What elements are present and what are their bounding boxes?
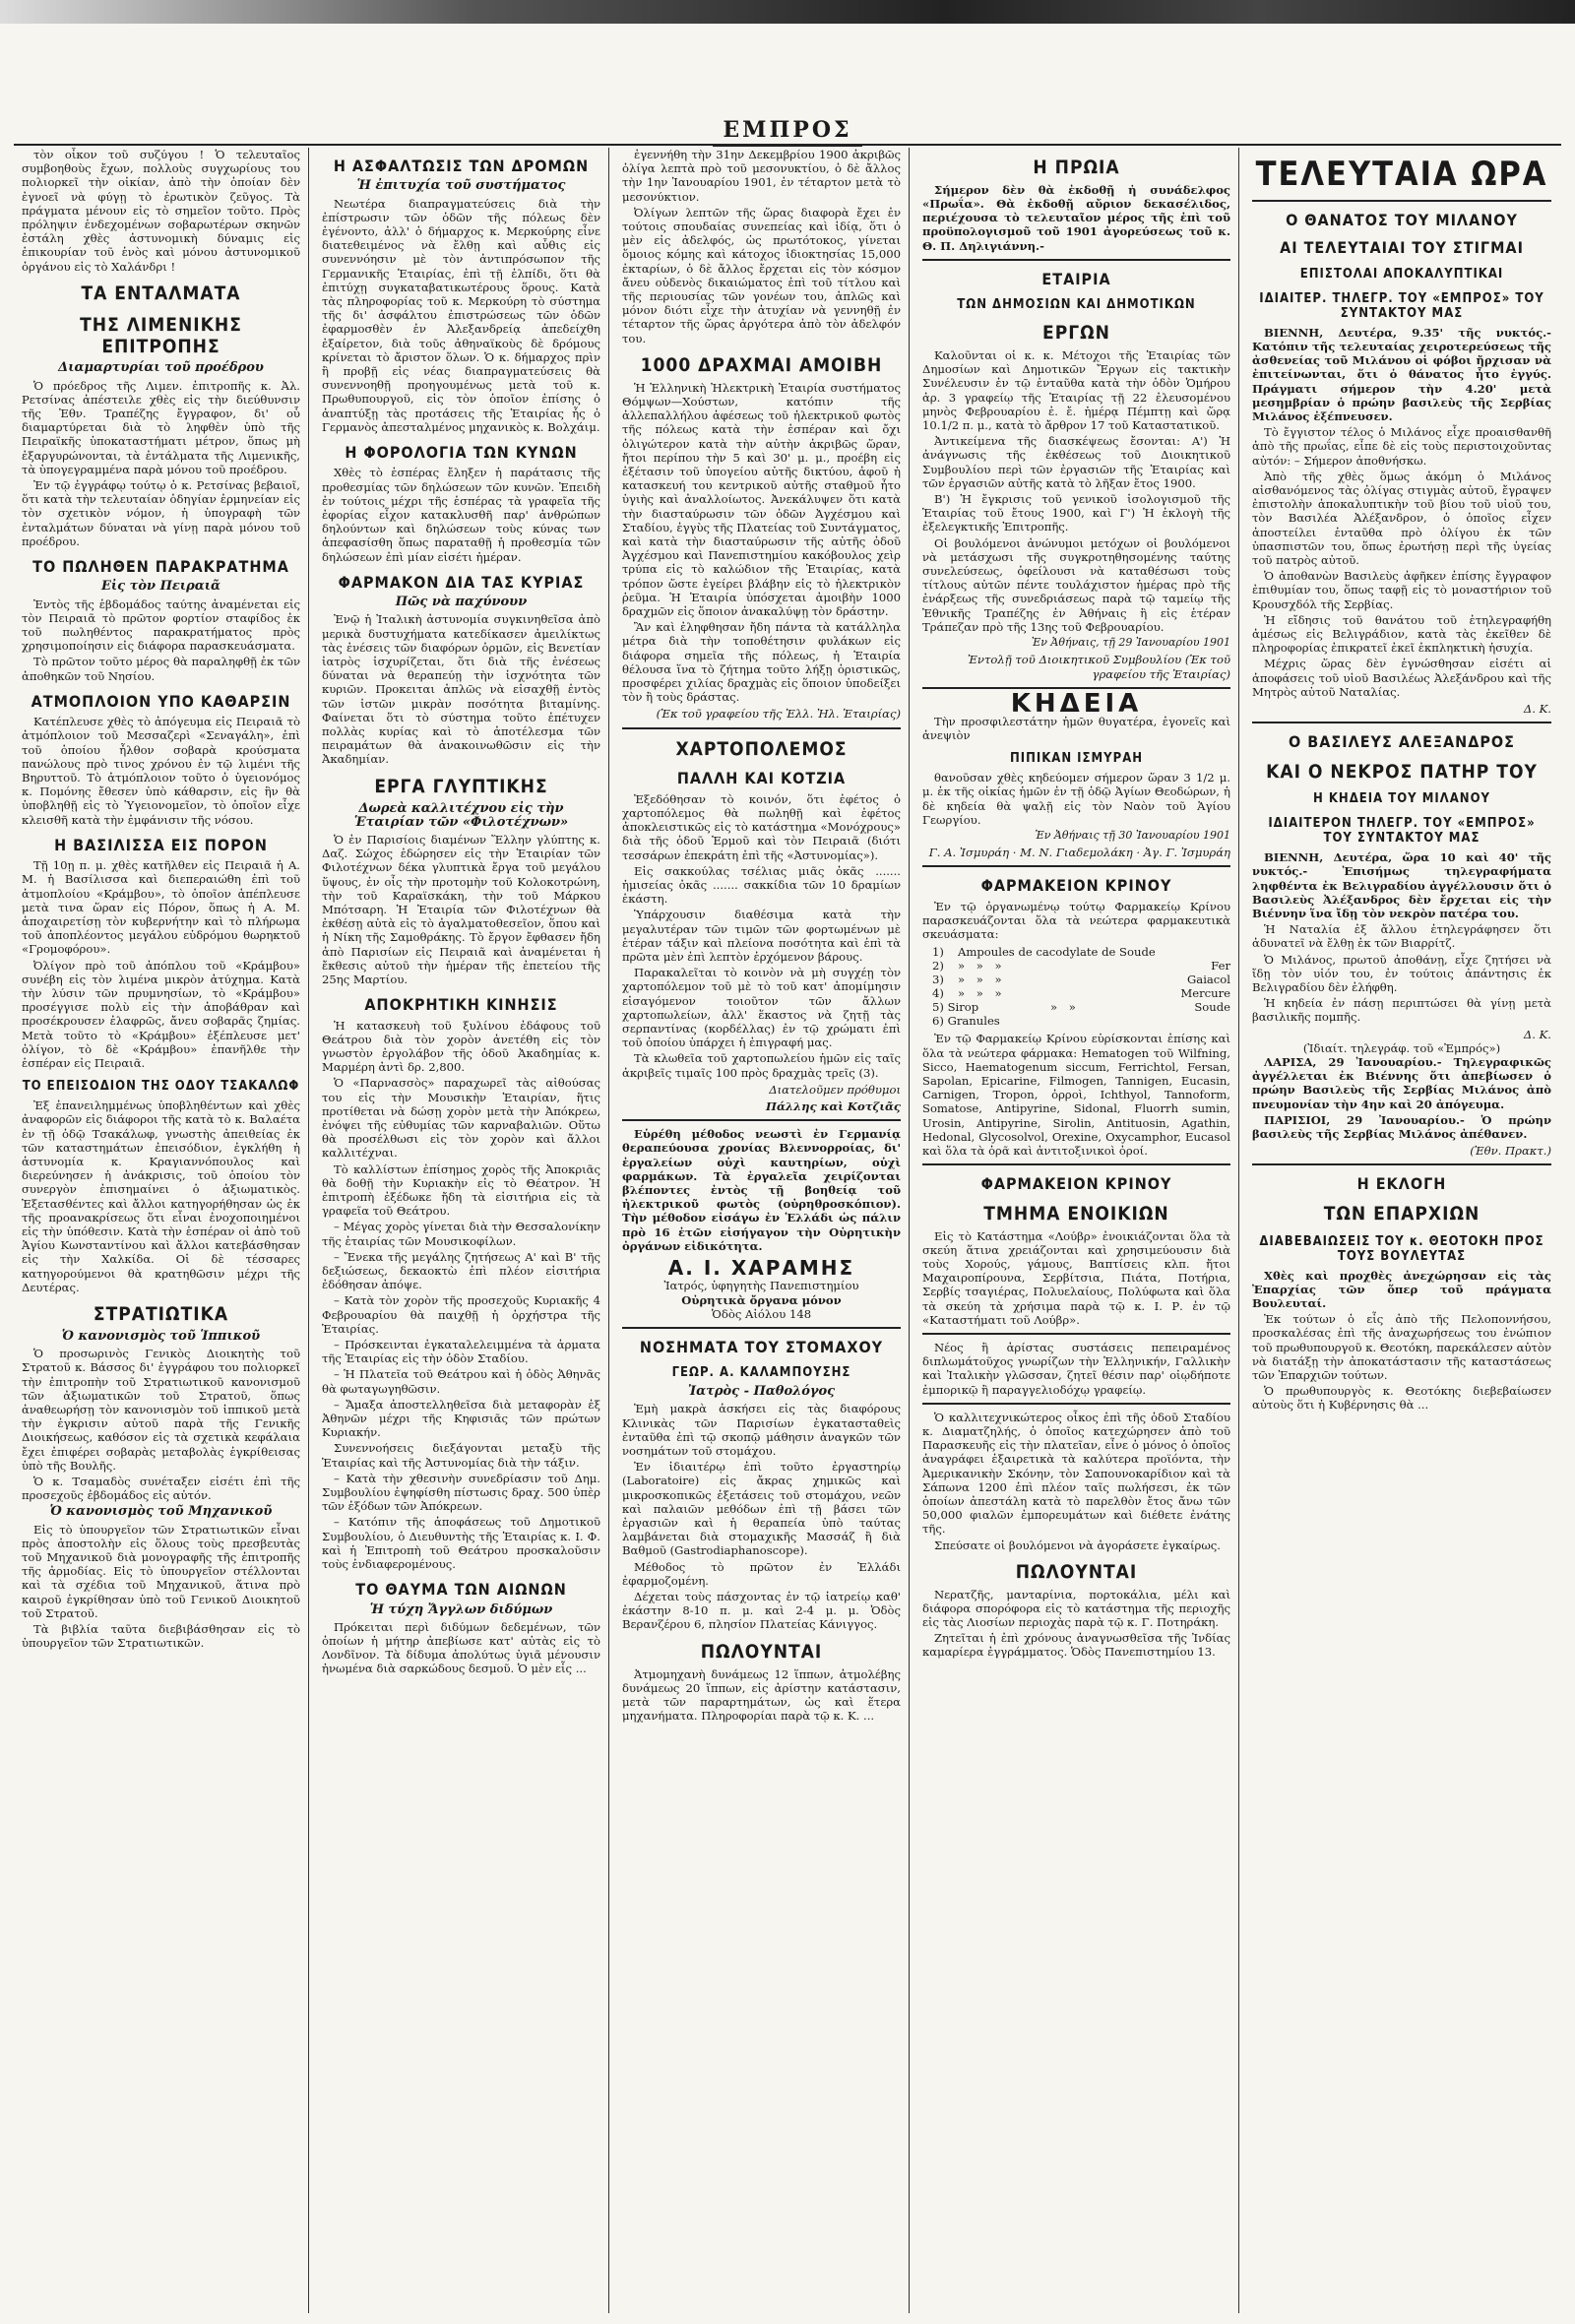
headline: Η ΦΟΡΟΛΟΓΙΑ ΤΩΝ ΚΥΝΩΝ [345, 443, 578, 463]
article-text: Ἡ κατασκευὴ τοῦ ξυλίνου ἐδάφους τοῦ Θεάτρου διὰ τὸν χορὸν ἀνετέθη εἰς τὸν γνωστὸν ἐργολάβον τῆς ὁδοῦ Ἀκαδημίας κ. Μαρμέρη ἀντὶ δρ. 2,800. [322, 1018, 600, 1075]
headline: ΠΩΛΟΥΝΤΑΙ [700, 1640, 823, 1663]
headline: Η ΕΚΛΟΓΗ [1356, 1174, 1447, 1194]
columns [14, 148, 1561, 2313]
article-text: Οἱ βουλόμενοι ἀνώνυμοι μετόχων οἱ βουλόμενοι νὰ μετάσχωσι τῆς συγκροτηθησομένης ταύτης συνελεύσεως, ὀφείλουσι νὰ καταθέσωσι τοὺς τίτλους αὐτῶν πέντε τουλάχιστον ἡμέρας πρὸ τῆς ἐνάρξεως τῆς συνεδριάσεως παρὰ τῷ ταμείῳ τῆς Ἐθνικῆς Τραπέζης ἐν Ἀθήναις ἢ εἰς ἑτέραν Τράπεζαν πρὸ τῆς 13ης τοῦ Φεβρουαρίου. [922, 535, 1230, 634]
subheadline: Ἰατρὸς - Παθολόγος [687, 1384, 836, 1400]
headline: ΤΩΝ ΔΗΜΟΣΙΩΝ ΚΑΙ ΔΗΜΟΤΙΚΩΝ [957, 297, 1196, 313]
divider [622, 1327, 901, 1329]
divider [922, 1403, 1230, 1405]
article-text: ΒΙΕΝΝΗ, Δευτέρα, 9.35' τῆς νυκτός.- Κατόπιν τῆς τελευταίας χειροτερεύσεως τῆς ἀσθενείας τοῦ Μιλάνου οἱ φόβοι ἤρχισαν νὰ ἐπιτείνωνται, ὅτι ὁ θάνατος ἦτο ἐγγύς. Πράγματι σήμερον τὴν 4.20' μετὰ μεσημβρίαν ὁ πρώην βασιλεὺς τῆς Σερβίας Μιλάνος ἐξέπνευσεν. [1252, 325, 1551, 423]
signature: Γ. Α. Ἰσμυράη · Μ. Ν. Γιαδεμολάκη · Ἀγ. Γ. Ἰσμυράη [928, 846, 1230, 860]
top-dark-strip [0, 0, 1575, 24]
article-text: Νερατζῆς, μανταρίνια, πορτοκάλια, μέλι καὶ διάφορα σπορόφορα εἰς τὸ κατάστημα τῆς περιοχῆς εἰς τὰς Λιοσίων περιοχὰς παρὰ τῷ κ. Γ. Ποτηράκη. [922, 1587, 1230, 1630]
column-2 [314, 148, 609, 2313]
signature: Πάλλης καὶ Κοτζιᾶς [766, 1099, 901, 1114]
article-text: Τῇ 10ῃ π. μ. χθὲς κατῆλθεν εἰς Πειραιᾶ ἡ Α. Μ. ἡ Βασίλισσα καὶ διεπεραιώθη ἐπὶ τοῦ ἀτμοπλοίου «Κράμβου», τὸ ὁποῖον ἀπέπλευσε μετὰ τινα ὥραν εἰς Πόρον, ὅπως ἡ Α. Μ. ἀποχαιρετίσῃ τὸν κυβερνήτην καὶ τὸ πλήρωμα τοῦ ἀποπλέοντος μεγάλου εὐδρόμου θωρηκτοῦ «Γρομοφόρου». [22, 858, 300, 957]
masthead-title: ΕΜΠΡΟΣ [713, 116, 861, 147]
article-text: – Κατόπιν τῆς ἀποφάσεως τοῦ Δημοτικοῦ Συμβουλίου, ὁ Διευθυντὴς τῆς Ἑταιρίας κ. Ι. Φ. καὶ ἡ Ἐπιτροπὴ τοῦ Θεάτρου προσκαλοῦσιν τοὺς ἐνδιαφερομένους. [322, 1515, 600, 1572]
article-text: Ἐνῷ ἡ Ἰταλικὴ ἀστυνομία συγκινηθεῖσα ἀπὸ μερικὰ δυστυχήματα κατεδίκασεν ἀμειλίκτως τὰς ἐνέσεις τῶν διαφόρων ὁρμῶν, εἰς Βενετίαν ἰατρὸς ἰσχυρίζεται, ὅτι διὰ τῆς ἐνέσεως δύναται νὰ θεραπεύῃ τὴν ἰσχνότητα τῶν κυριῶν. Προκειται ἁπλῶς νὰ εἰσαχθῇ ἐντὸς τῶν ἱστῶν μικρὰν ποσότητα βιταμίνης. Φαίνεται ὅτι τὸ σύστημα τοῦτο ἐπέτυχεν πολλὰς κυρίας καὶ τὸ ἀποτέλεσμα τῶν πειραμάτων θὰ ἀνακοινωθῶσιν εἰς τὴν Ἀκαδημίαν. [322, 612, 600, 767]
product-list [932, 945, 1230, 1028]
list-item: 3) » » » Gaiacol [932, 973, 1230, 987]
dateline: Ἐν Ἀθήναις τῇ 30 Ἰανουαρίου 1901 [1035, 829, 1230, 843]
article-text: Πρόκειται περὶ διδύμων δεδεμένων, τῶν ὁποίων ἡ μήτηρ ἀπεβίωσε κατ' αὐτὰς εἰς τὸ Λονδῖνον. Τὰ δίδυμα ἀπολύτως ὑγιᾶ μένουσιν ἡνωμένα διὰ σαρκώδους δεσμοῦ. Ὁ μὲν εἷς ... [322, 1619, 600, 1676]
headline: ΤΟ ΠΩΛΗΘΕΝ ΠΑΡΑΚΡΑΤΗΜΑ [32, 557, 289, 576]
signature: Διατελοῦμεν πρόθυμοι [769, 1082, 901, 1097]
article-text: – Ἡ Πλατεῖα τοῦ Θεάτρου καὶ ἡ ὁδὸς Ἀθηνᾶς θὰ φωταγωγηθῶσιν. [322, 1367, 600, 1396]
headline: ΧΑΡΤΟΠΟΛΕΜΟΣ [675, 737, 848, 760]
list-item: 1) Ampoules de cacodylate de Soude [932, 945, 1156, 960]
divider [1252, 722, 1551, 723]
headline: ΝΟΣΗΜΑΤΑ ΤΟΥ ΣΤΟΜΑΧΟΥ [639, 1337, 884, 1356]
headline: ΑΠΟΚΡΗΤΙΚΗ ΚΙΝΗΣΙΣ [364, 995, 558, 1015]
article-text: Ἐντὸς τῆς ἑβδομάδος ταύτης ἀναμένεται εἰς τὸν Πειραιᾶ τὸ πρῶτον φορτίον σταφίδος ἐκ τοῦ πωληθέντος παρακρατήματος πρὸς χρησιμοποίησιν εἰς διάφορα παρασκευάσματα. [22, 597, 300, 654]
article-text: Μέχρις ὥρας δὲν ἐγνώσθησαν εἰσέτι αἱ ἀποφάσεις τοῦ υἱοῦ Βασιλέως Ἀλεξάνδρου καὶ τῆς Μητρὸς αὐτοῦ Ναταλίας. [1252, 657, 1551, 699]
article-text: ΒΙΕΝΝΗ, Δευτέρα, ὥρα 10 καὶ 40' τῆς νυκτός.- Ἐπισήμως τηλεγραφήματα ληφθέντα ἐκ Βελιγραδίου ἀγγέλλουσιν ὅτι ὁ Βασιλεὺς Ἀλέξανδρος δὲν ἔρχεται εἰς τὴν Βιέννην ἵνα ἴδῃ τὸν νεκρὸν πατέρα του. [1252, 850, 1551, 921]
article-text: Μέθοδος τὸ πρῶτον ἐν Ἑλλάδι ἐφαρμοζομένη. [622, 1559, 901, 1588]
divider [1252, 200, 1551, 202]
headline: ΦΑΡΜΑΚΕΙΟΝ ΚΡΙΝΟΥ [980, 1174, 1172, 1194]
article-text: – Κατὰ τὸν χορὸν τῆς προσεχοῦς Κυριακῆς 4 Φεβρουαρίου θὰ παιχθῇ ἡ ὁρχήστρα τῆς Ἑταιρίας. [322, 1293, 600, 1336]
column-4 [914, 148, 1239, 2313]
advertisement-text: Εὑρέθη μέθοδος νεωστὶ ἐν Γερμανίᾳ θεραπεύουσα χρονίας Βλεννορροίας, δι' ἐργαλείων οὐχὶ καυτηρίων, οὐχὶ φαρμάκων. Τὰ ἐργαλεῖα χειρίζονται βλέποντες ἐντὸς τῇ βοηθείᾳ τοῦ ἠλεκτρικοῦ φωτὸς (οὐρηθροσκόπιον). Τὴν μέθοδον εἰσάγω ἐν Ἑλλάδι ὡς πάλιν πρὸ 16 ἐτῶν εἰσήγαγον τὴν Οὐρητικὴν ὀργάνων εἰδικότητα. [622, 1127, 901, 1253]
signature: Δ. Κ. [1523, 1027, 1551, 1041]
article-text: Εἰς σακκούλας τσέλιας μιᾶς ὀκᾶς ....... ἡμισείας ὀκᾶς ....... σακκίδια τῶν 10 δραμίων ἑκάστη. [622, 863, 901, 907]
article-text: Σήμερον δὲν θὰ ἐκδοθῇ ἡ συνάδελφος «Πρωΐα». Θὰ ἐκδοθῇ αὔριον δεκασέλιδος, περιέχουσα τὸ τελευταῖον μέρος τῆς ἐπὶ τοῦ προϋπολογισμοῦ τοῦ 1901 ἀγορεύσεως τοῦ κ. Θ. Π. Δηλιγιάννη.- [922, 182, 1230, 253]
signature: (Ἐθν. Πρακτ.) [1470, 1144, 1551, 1159]
dateline: Ἐν Ἀθήναις, τῇ 29 Ἰανουαρίου 1901 [1031, 636, 1230, 650]
article-text: Ὁ κ. Τσαμαδὸς συνέταξεν εἰσέτι ἐπὶ τῆς προσεχοῦς ἐβδομάδος εἰς αὐτόν. [22, 1474, 300, 1503]
signature: Ἐντολῇ τοῦ Διοικητικοῦ Συμβουλίου (Ἐκ τοῦ γραφείου τῆς Ἑταιρίας) [968, 653, 1230, 681]
subheadline: Ὁ κανονισμὸς τοῦ Μηχανικοῦ [49, 1504, 273, 1520]
article-text: Ἐξ ἐπανειλημμένως ὑποβληθέντων καὶ χθὲς ἀναφορῶν εἰς διάφοροι τῆς κατὰ τὸ κ. Βαλαέτα ἐν τῇ ὁδῷ Τσακάλωφ, γνωστὴς ἀπειθείας ἐκ τῶν καταστημάτων ἐπεισόδιον, ἐγκλήθη ἡ ἀστυνομία κ. Κραγιαννόπουλος καὶ διερεύνησεν ἡ ἀνάκρισις, τοῦ ὁποίου τὸν συνεργὸν ἐπισημαίνει ὁ ἀξιωματικὸς. Ἐξετασθέντες καὶ ἄλλοι κατηγορήθησαν ὡς ἐκ τῆς προανακρίσεως ὅτι εἶναι ἐνοχοποιημένοι εἰς τὴν ὑπόθεσιν. Κατὰ τὴν ἑσπέραν οἱ ἀπὸ τοῦ Ἁγίου Κωνσταντίνου καὶ ἄλλοι κατεβάσθησαν εἰς τὴν Χαλκίδα. Οἱ δὲ τέσσαρες κατηγορούμενοι θὰ κρατηθῶσιν μέχρι τῆς Δευτέρας. [22, 1099, 300, 1294]
headline: ΕΤΑΙΡΙΑ [1041, 269, 1111, 288]
headline: Η ΑΣΦΑΛΤΩΣΙΣ ΤΩΝ ΔΡΟΜΩΝ [333, 157, 590, 175]
headline: ΑΤΜΟΠΛΟΙΟΝ ΥΠΟ ΚΑΘΑΡΣΙΝ [31, 691, 291, 711]
headline: Η ΠΡΩΙΑ [1033, 157, 1120, 178]
article-text: Ὁ προσωρινὸς Γενικὸς Διοικητὴς τοῦ Στρατοῦ κ. Βάσσος δι' ἐγγράφου του πολιορκεῖ τὴν ἐπιτροπὴν τοῦ Στρατιωτικοῦ κανονισμοῦ τῶν ἀξιωματικῶν τοῦ Στρατοῦ, ὅπως ἀναθεωρήσῃ τὸν κανονισμὸν τοῦ ἱππικοῦ μετὰ τὴν ἐγκρισιν αὐτοῦ παρὰ τῆς Γενικῆς Διοικήσεως, καθόσον εἰς τὰ σχετικὰ κεφάλαια ἔχει ἐπιφέρει σοβαρὰς μεταβολὰς ἐγκρίθεισας ὑπὸ τῆς Βουλῆς. [22, 1347, 300, 1473]
column-5 [1244, 148, 1559, 2313]
article-text: Ἡ εἴδησις τοῦ θανάτου τοῦ ἐτηλεγραφήθη ἀμέσως εἰς Βελιγράδιον, κατὰ τὰς ἐκεῖθεν δὲ πληροφορίας ἐπικρατεῖ ἐκεῖ ἐκπληκτικὴ ἡσυχία. [1252, 612, 1551, 656]
article-text: Ἡ κηδεία ἐν πάσῃ περιπτώσει θὰ γίνῃ μετὰ βασιλικῆς πομπῆς. [1252, 996, 1551, 1025]
article-text: θανοῦσαν χθὲς κηδεύομεν σήμερον ὥραν 3 1/2 μ. μ. ἐκ τῆς οἰκίας ἡμῶν ἐν τῇ ὁδῷ Ἀγίων Θεοδώρων, ἡ δὲ κηδεία θὰ ψαλῇ εἰς τὸν Ναὸν τοῦ Ἁγίου Γεωργίου. [922, 771, 1230, 827]
article-text: Ἀντικείμενα τῆς διασκέψεως ἔσονται: Α') Ἡ ἀνάγνωσις τῆς ἐκθέσεως τοῦ Διοικητικοῦ Συμβουλίου περὶ τῶν ἐργασιῶν τῆς Ἑταιρίας καὶ τῶν ἐργασιῶν αὐτῆς κατὰ τὸ λῆξαν ἔτος 1900. [922, 434, 1230, 490]
article-text: Ὀλίγον πρὸ τοῦ ἀπόπλου τοῦ «Κράμβου» συνέβη εἰς τὸν λιμένα μικρὸν ἀτύχημα. Κατὰ τὴν λύσιν τῶν πρυμνησίων, τὸ «Κράμβου» προσέγγισε πολὺ εἰς τὴν ἀποβάθραν καὶ προσέκρουσεν ἐλαφρῶς, ἄνευ σοβαρᾶς ζημίας. Μετὰ τοῦτο τὸ «Κράμβου» ἐξέπλευσε μετ' ὀλίγον, τὸ δὲ «Κράμβου» ἐπανῆλθε τὴν ἑσπέραν εἰς Πειραιᾶ. [22, 958, 300, 1071]
headline: ΤΩΝ ΕΠΑΡΧΙΩΝ [1323, 1202, 1480, 1225]
article-text: Ἀτμομηχανὴ δυνάμεως 12 ἵππων, ἀτμολέβης δυνάμεως 20 ἵππων, εἰς ἀρίστην κατάστασιν, μετὰ τῶν παραρτημάτων, ὡς καὶ ἕτερα μηχανήματα. Πληροφορίαι παρὰ τῷ κ. Κ. ... [622, 1666, 901, 1724]
divider [922, 865, 1230, 867]
article-text: Ἐν ἰδιαιτέρῳ ἐπὶ τοῦτο ἐργαστηρίῳ (Laboratoire) εἰς ἄκρας χημικῶς καὶ μικροσκοπικῶς ἐξετάσεις τοῦ στομάχου, νεῶν καὶ παλαιῶν μεθόδων ἐπὶ τῇ βάσει τῶν ἐργασιῶν καὶ ἡ θεραπεία ὑπὸ ταύτας λαμβάνεται διὰ στομαχικῆς Μασσάζ ἢ διὰ Βαθμοῦ (Gastrodiaphanoscope). [622, 1460, 901, 1558]
headline: ΤΕΛΕΥΤΑΙΑ ΩΡΑ [1255, 155, 1548, 194]
article-text: Ὁ πρόεδρος τῆς Λιμεν. ἐπιτροπῆς κ. Ἀλ. Ρετσίνας ἀπέστειλε χθὲς εἰς τὴν διεύθυνσιν τῆς Ἐθν. Τραπέζης ἔγγραφον, δι' οὗ διαμαρτύρεται διὰ τὸ ληφθὲν ὑπὸ τῆς Πειραϊκῆς ὑποκαταστήματι μέτρον, ὅπως μὴ ἐξαργυρώνονται, τὰ ἐντάλματα τῆς Λιμενικῆς, τὰ ὑπογεγραμμένα παρὰ μόνου τοῦ προέδρου. [22, 378, 300, 476]
headline: Ο ΘΑΝΑΤΟΣ ΤΟΥ ΜΙΛΑΝΟΥ [1286, 211, 1518, 230]
ad-specialty: Οὐρητικὰ ὄργανα μόνον [681, 1292, 842, 1307]
headline: ΔΙΑΒΕΒΑΙΩΣΕΙΣ ΤΟΥ κ. ΘΕΟΤΟΚΗ ΠΡΟΣ ΤΟΥΣ ΒΟΥΛΕΥΤΑΣ [1259, 1233, 1544, 1264]
article-text: Ὁ καλλιτεχνικώτερος οἶκος ἐπὶ τῆς ὁδοῦ Σταδίου κ. Διαματζηλής, ὁ ὁποῖος κατεχώρησεν ἀπὸ τοῦ Παρασκευῆς εἰς τὴν πλατεῖαν, εἶνε ὁ μόνος ὁ ὁποῖος ἀναγράφει ἐξαιρετικὰ τὰ καλύτερα προϊόντα, τὴν Ἀμερικανικὴν Σκόνην, τὸν Σαπουνοκαρίδιον καὶ τὰ Σάπωνα 1200 ἐπὶ πλέον ταῖς πωλήσεσι, ἐκ τῶν ὁποίων ἀπεστάλη κατὰ τὸ παρελθὸν ἔτος ἄνω τῶν 50,000 φιαλῶν ἐμπορευμάτων καὶ διέθετε ἐνάτης τῆς. [922, 1410, 1230, 1537]
divider [922, 259, 1230, 261]
headline: ΚΑΙ Ο ΝΕΚΡΟΣ ΠΑΤΗΡ ΤΟΥ [1266, 760, 1538, 783]
headline: ΙΔΙΑΙΤΕΡ. ΤΗΛΕΓΡ. ΤΟΥ «ΕΜΠΡΟΣ» ΤΟΥ ΣΥΝΤΑΚΤΟΥ ΜΑΣ [1259, 290, 1544, 321]
article-text: Καλοῦνται οἱ κ. κ. Μέτοχοι τῆς Ἑταιρίας τῶν Δημοσίων καὶ Δημοτικῶν Ἔργων εἰς τακτικὴν Συνέλευσιν ἐν τῷ ἐνταῦθα κατὰ τὴν ὁδὸν Ὁμήρου ἀρ. 3 γραφείῳ τῆς Ἑταιρίας τῇ 22 ἐλευσομένου μηνὸς Φεβρουαρίου ἐ. ἔ. ἡμέρᾳ Πέμπτῃ καὶ ὥρᾳ 10.1/2 π. μ., κατὰ τὸ ἄρθρον 17 τοῦ Καταστατικοῦ. [922, 348, 1230, 433]
headline: ΤΗΣ ΛΙΜΕΝΙΚΗΣ ΕΠΙΤΡΟΠΗΣ [80, 313, 242, 357]
divider [622, 727, 901, 729]
article-text: Νέος ἢ ἀρίστας συστάσεις πεπειραμένος διπλωμάτοῦχος γνωρίζων τὴν Ἑλληνικήν, Γαλλικὴν καὶ Ἰταλικὴν γλῶσσαν, ζητεῖ θέσιν παρ' οἱῳδήποτε ἐμπορικῷ ἢ παραγγελιοδόχῳ γραφείῳ. [922, 1340, 1230, 1397]
headline: ΤΑ ΕΝΤΑΛΜΑΤΑ [81, 282, 241, 304]
subheadline: Ἡ τύχη Ἄγγλων διδύμων [369, 1602, 553, 1617]
article-text: Νεωτέρα διαπραγματεύσεις διὰ τὴν ἐπίστρωσιν τῶν ὁδῶν τῆς πόλεως δὲν ἐγένοντο, ἀλλ' ὁ δήμαρχος κ. Μερκούρης εἶνε διατεθειμένος νὰ ἔλθῃ καὶ αὖθις εἰς συνεννόησιν μὲ τὸν ἀντιπρόσωπον τῆς Γερμανικῆς Ἑταιρίας, ἐπὶ τῇ ἐλπίδι, ὅτι θὰ ἐπιτύχῃ συγκαταβατικωτέρους ὅρους. Κατὰ τὰς πληροφορίας τοῦ κ. Μερκούρη τὸ σύστημα τῆς δι' ἀσφάλτου ἐπιστρώσεως τῶν ὁδῶν ἐφαρμοσθὲν ἐν Ἀλεξανδρείᾳ ἀπεδείχθη ἐξαίρετον, διὰ τοῦς ἀθηναϊκοὺς δὲ δρόμους κρίνεται τὸ ἄριστον ὅλων. Ὁ κ. δήμαρχος πρὶν ἢ προβῇ εἰς νέας διαπραγματεύσεις θὰ συνεννοηθῇ προηγουμένως μετὰ τοῦ κ. Πρωθυπουργοῦ, εἰς τὸν ὁποῖον ἐπίσης ὁ ἀναπτύξῃ τὰς προτάσεις τῆς Ἑταιρίας ἧς ὁ Γερμανὸς ἀπεσταλμένος μηχανικὸς κ. Βολχάιμ. [322, 196, 600, 434]
divider [622, 1119, 901, 1121]
headline: ΕΡΓΩΝ [1042, 322, 1110, 345]
column-3 [614, 148, 910, 2313]
divider [922, 1333, 1230, 1335]
article-text: Ὁ ἐν Παρισίοις διαμένων Ἕλλην γλύπτης κ. Δαζ. Σώχος ἐδώρησεν εἰς τὴν Ἑταιρίαν τῶν Φιλοτέχνων δέκα γλυπτικὰ ἔργα τοῦ μεγάλου ὕψους, ἐν οἷς τὴν προτομὴν τοῦ Κολοκοτρώνη, τὴν τοῦ Καραϊσκάκη, τὴν τοῦ Μάρκου Μπότσαρη. Ἡ Ἑταιρία τῶν Φιλοτέχνων θὰ ἐκθέσῃ αὐτὰ εἰς τὸ ἀγαλματοθεσεῖον, ὅπου καὶ ἡ Νίκη τῆς Σαμοθράκης. Τὸ ἔργον ἔφθασεν ἤδη ἀπὸ Παρισίων εἰς Πειραιᾶ καὶ ἀναμένεται ἡ ἔκθεσις αὐτοῦ τὴν ἡμέραν τῆς ἐπετείου τῆς 25ης Μαρτίου. [322, 832, 600, 986]
article-text: Ἐξεδόθησαν τὸ κοινόν, ὅτι ἐφέτος ὁ χαρτοπόλεμος θὰ πωληθῇ καὶ ἐφέτος ἀποκλειστικῶς εἰς τὸ κατάστημα «Μονόχρους» διὰ τῆς ὁδοῦ Ἑρμοῦ καὶ τὸν Πειραιᾶ (διότι τεσσάρων ἐπεκράτη ἐπὶ τῆς «Ἀστυνομίας»). [622, 791, 901, 862]
article-text: Ἐμὴ μακρὰ ἀσκήσει εἰς τὰς διαφόρους Κλινικὰς τῶν Παρισίων ἐγκατασταθεὶς ἐνταῦθα ἐπὶ τῷ σκοπῷ μάθησιν ἀναγκῶν τῶν νοσημάτων τοῦ στομάχου. [622, 1402, 901, 1459]
headline: ΕΠΙΣΤΟΛΑΙ ΑΠΟΚΑΛΥΠΤΙΚΑΙ [1299, 266, 1504, 282]
headline: ΤΟ ΕΠΕΙΣΟΔΙΟΝ ΤΗΣ ΟΔΟΥ ΤΣΑΚΑΛΩΦ [22, 1079, 300, 1095]
article-text: Εἰς τὸ ὑπουργεῖον τῶν Στρατιωτικῶν εἶναι πρὸς ἀποστολὴν εἰς ὅλους τοὺς πρεσβευτὰς τοῦ Μηχανικοῦ διὰ μονογραφῆς τῆς ἐπιτροπῆς τῆς ἀρμοδίας. Εἰς τὸ ὑπουργεῖον στέλλονται καὶ τὰ σχέδια τοῦ Μηχανικοῦ, ἅτινα πρὸ καιροῦ ἐγκρίθησαν ὑπὸ τοῦ Γενικοῦ Διοικητοῦ τοῦ Στρατοῦ. [22, 1522, 300, 1620]
dateline: (Ἰδιαίτ. τηλεγράφ. τοῦ «Ἐμπρός») [1302, 1040, 1501, 1055]
ad-subtitle: Ἰατρός, ὑφηγητὴς Πανεπιστημίου [663, 1279, 859, 1293]
article-text: Ὁ «Παρνασσὸς» παραχωρεῖ τὰς αἰθούσας του εἰς τὴν Μουσικὴν Ἑταιρίαν, ἥτις προτίθεται νὰ δώσῃ χορὸν μετὰ τὴν Ἀπόκρεω, ἐνόψει τῆς εὐθυμίας τῶν καρναβαλιῶν. Οὕτω θὰ προσέλθωσι εἰς τὸν χορὸν καὶ ἄλλοι καλλιτέχναι. [322, 1076, 600, 1161]
article-text: Ὑπάρχουσιν διαθέσιμα κατὰ τὴν μεγαλυτέραν τῶν τιμῶν τῶν φορτωμένων μὲ ἑτέραν τάξιν καὶ πλείονα ποσότητα καὶ ἐπὶ τὰ πρῶτα μὲν ἐπὶ λεπτὸν ἐρχόμενον βάρους. [622, 908, 901, 965]
subheadline: Διαμαρτυρίαι τοῦ προέδρου [58, 360, 264, 376]
masthead-row [14, 116, 1561, 146]
article-text: Δέχεται τοὺς πάσχοντας ἐν τῷ ἰατρείῳ καθ' ἑκάστην 8-10 π. μ. καὶ 2-4 μ. μ. Ὁδὸς Βερανζέρου 6, πλησίον Πλατείας Κάνιγγος. [622, 1590, 901, 1632]
headline: ΠΑΛΛΗ ΚΑΙ ΚΟΤΖΙΑ [676, 769, 847, 788]
divider [1252, 1163, 1551, 1165]
article-text: Ἐν τῷ ἐγγράφῳ τούτῳ ὁ κ. Ρετσίνας βεβαιοῖ, ὅτι κατὰ τὴν τελευταίαν ὁδηγίαν ἑρμηνείαν εἰς τὸν σχετικὸν νόμον, ἡ ὑπογραφὴ τῶν ἐνταλμάτων δύναται νὰ γίνῃ παρὰ μόνου τοῦ προέδρου. [22, 477, 300, 548]
article-text: Σπεύσατε οἱ βουλόμενοι νὰ ἀγοράσετε ἐγκαίρως. [934, 1538, 1221, 1552]
headline: Η ΒΑΣΙΛΙΣΣΑ ΕΙΣ ΠΟΡΟΝ [54, 835, 268, 854]
headline: ΚΗΔΕΙΑ [1010, 688, 1143, 719]
subheadline: Ὁ κανονισμὸς τοῦ Ἱππικοῦ [61, 1328, 261, 1344]
article-text: Ὁ πρωθυπουργὸς κ. Θεοτόκης διεβεβαίωσεν αὐτοὺς ὅτι ἡ Κυβέρνησις θὰ ... [1252, 1384, 1551, 1413]
article-text: Ὁ ἀποθανὼν Βασιλεὺς ἀφῆκεν ἐπίσης ἔγγραφον ἐπιθυμίαν του, ὅπως ταφῇ εἰς τὸ μοναστήριον τοῦ Κρουσχδόλ τῆς Σερβίας. [1252, 569, 1551, 611]
article-text: – Κατὰ τὴν χθεσινὴν συνεδρίασιν τοῦ Δημ. Συμβουλίου ἐψηφίσθη πίστωσις δραχ. 500 ὑπὲρ τῶν ἐξόδων τῶν Ἀπόκρεων. [322, 1471, 600, 1514]
headline: ΕΡΓΑ ΓΛΥΠΤΙΚΗΣ [374, 775, 548, 797]
article-text: ΠΑΡΙΣΙΟΙ, 29 Ἰανουαρίου.- Ὁ πρώην βασιλεὺς τῆς Σερβίας Μιλάνος ἀπέθανεν. [1252, 1112, 1551, 1142]
ad-name: Α. Ι. ΧΑΡΑΜΗΣ [667, 1256, 855, 1281]
article-text: Ἡ Ναταλία ἐξ ἄλλου ἐτηλεγράφησεν ὅτι ἀδυνατεῖ νὰ ἔλθῃ ἐκ τῶν Βιαρρίτζ. [1252, 922, 1551, 951]
article-text: Εἰς τὸ Κατάστημα «Λούβρ» ἐνοικιάζονται ὅλα τὰ σκεύη ἅτινα χρειάζονται καὶ χρησιμεύουσιν διὰ τοὺς Χορούς, γάμους, Βαπτίσεις κλπ. ἤτοι Μαχαιροπίρουνα, Σερβίτσια, Πιάτα, Ποτήρια, Σερβίς τσαγιέρας, Πολυελαίους, Πολύφωτα καὶ ὅλα τὰ σκεύη τὰ χρήσιμα παρὰ τῷ κ. Ι. Ρ. ἐν τῷ «Καταστήματι τοῦ Λούβρ». [922, 1228, 1230, 1327]
headline: ΓΕΩΡ. Α. ΚΑΛΑΜΠΟΥΣΗΣ [671, 1365, 851, 1381]
subheadline: Πῶς νὰ παχύνουν [395, 595, 528, 610]
subheadline: Δωρεὰ καλλιτέχνου εἰς τὴν Ἑταιρίαν τῶν «Φιλοτέχνων» [353, 800, 569, 830]
article-text: Ὀλίγων λεπτῶν τῆς ὥρας διαφορὰ ἔχει ἐν τούτοις σπουδαίας συνεπείας καὶ ἰδίᾳ, ὅτι ὁ μὲν εἰς ἀδελφός, ὡς πρωτότοκος, γίνεται ὅμοιος κόμης καὶ κάτοχος ἰδιοκτησίας 15,000 ἐκταρίων, ὁ δὲ ἄλλος ἔρχεται εἰς τὸν κόσμον ἄνευ οὐδενὸς δικαιώματος ἐπὶ τοῦ τίτλου καὶ τῆς περιουσίας τῶν γονέων του, ἁπλῶς καὶ μόνον διότι εἶχε τὴν ἀτυχίαν νὰ γεννηθῇ ἐν τέταρτον τῆς ὥρας ἀργότερα ἀπὸ τὸν ἀδελφόν του. [622, 205, 901, 345]
article-text: Χθὲς τὸ ἑσπέρας ἔληξεν ἡ παράτασις τῆς προθεσμίας τῶν δηλώσεων τῶν κυνῶν. Ἐπειδὴ ἐν τούτοις μέχρι τῆς ἑσπέρας τὰ γραφεῖα τῆς ἐφορίας εἶχον κατακλυσθῆ παρ' ἀνθρώπων δηλούντων καὶ δηλώσεων τοὺς κύνας των ἀπεφασίσθη ὅπως παραταθῇ ἡ προθεσμία τῶν δηλώσεων ἐπὶ μίαν εἰσέτι ἡμέραν. [322, 466, 600, 564]
headline: ΣΤΡΑΤΙΩΤΙΚΑ [93, 1303, 229, 1326]
headline: ΙΔΙΑΙΤΕΡΟΝ ΤΗΛΕΓΡ. ΤΟΥ «ΕΜΠΡΟΣ» ΤΟΥ ΣΥΝΤΑΚΤΟΥ ΜΑΣ [1268, 816, 1536, 847]
headline: ΤΜΗΜΑ ΕΝΟΙΚΙΩΝ [983, 1202, 1169, 1225]
signature: Δ. Κ. [1523, 701, 1551, 716]
divider [922, 1163, 1230, 1165]
deceased-name: ΠΙΠΙΚΑΝ ΙΣΜΥΡΑΗ [1009, 751, 1144, 767]
headline: ΤΟ ΘΑΥΜΑ ΤΩΝ ΑΙΩΝΩΝ [355, 1580, 567, 1600]
list-item: 2) » » » Fer [932, 959, 1230, 974]
article-text: – Ἔνεκα τῆς μεγάλης ζητήσεως Α' καὶ Β' τῆς δεξιώσεως, δεκαοκτὼ ἐπὶ πλέον εἰσιτήρια ἐδόθησαν ἀπόψε. [322, 1249, 600, 1292]
column-1 [14, 148, 309, 2313]
article-text: ΛΑΡΙΣΑ, 29 Ἰανουαρίου.- Τηλεγραφικῶς ἀγγέλλεται ἐκ Βιέννης ὅτι ἀπεβίωσεν ὁ πρώην Βασιλεὺς τῆς Σερβίας Μιλάνος ἀπὸ πνευμονίαν τὴν 4ην καὶ 20 ἀπόγευμα. [1252, 1055, 1551, 1111]
article-text: Τὰ βιβλία ταῦτα διεβιβάσθησαν εἰς τὸ ὑπουργεῖον τῶν Στρατιωτικῶν. [22, 1621, 300, 1651]
article-text: Ἐκ τούτων ὁ εἷς ἀπὸ τῆς Πελοποννήσου, προσκαλέσας ἐπὶ τῆς ἀναχωρήσεως του ἐνώπιον τοῦ πρωθυπουργοῦ κ. Θεοτόκη, παρεκάλεσεν αὐτὸν νὰ διατάξῃ τὴν ἀποκατάστασιν τῆς καταστάσεως τῶν Ἐπαρχιῶν τούτων. [1252, 1312, 1551, 1383]
article-text: Τὰ κλωθεῖα τοῦ χαρτοπωλείου ἡμῶν εἰς ταῖς ἀκριβεῖς τιμαῖς 100 πρὸς δραχμὰς τρεῖς (3). [622, 1051, 901, 1080]
headline: ΑΙ ΤΕΛΕΥΤΑΙΑΙ ΤΟΥ ΣΤΙΓΜΑΙ [1280, 238, 1524, 258]
article-text: ἐγεννήθη τὴν 31ην Δεκεμβρίου 1900 ἀκριβῶς ὀλίγα λεπτὰ πρὸ τοῦ μεσονυκτίου, ὁ δὲ ἄλλος τὴν 1ην Ἰανουαρίου 1901, ἐν τέταρτον μετὰ τὸ μεσονύκτιον. [622, 148, 901, 204]
article-text: – Ἄμαξα ἀποστελληθεῖσα διὰ μεταφορὰν ἐξ Ἀθηνῶν μέχρι τῆς Κηφισιᾶς τῶν πρώτων Κυριακήν. [322, 1397, 600, 1440]
article-text: τὸν οἶκον τοῦ συζύγου ! Ὁ τελευταῖος συμβοηθοὺς ἔχων, πολλοὺς συγχωρίους του πολιορκεῖ τὴν οἰκίαν, ἀπὸ τὴν ὁποίαν δὲν ἐγνοεῖ νὰ φύγῃ τὸ ἐρωτικὸν ζεῦγος. Τὰ πράγματα μένουν εἰς τὸ σημεῖον τοῦτο. Πρὸς πρόληψιν ἐνδεχομένων σοβαρωτέρων σκηνῶν ἐστάλη χθὲς ἀστυνομικὴ δύναμις εἰς ἐπικουρίαν τοῦ ἑνὸς καὶ μόνου ἀστυνομικοῦ ὀργάνου εἰς τὸ Χαλάνδρι ! [22, 148, 300, 274]
article-text: – Μέγας χορὸς γίνεται διὰ τὴν Θεσσαλονίκην τῆς ἑταιρίας τῶν Μουσικοφίλων. [322, 1220, 600, 1248]
article-text: Β') Ἡ ἔγκρισις τοῦ γενικοῦ ἰσολογισμοῦ τῆς Ἑταιρίας τοῦ ἔτους 1900, καὶ Γ') Ἡ ἐκλογὴ τῆς ἐξελεγκτικῆς Ἐπιτροπῆς. [922, 492, 1230, 534]
ad-address: Ὁδὸς Αἰόλου 148 [711, 1306, 812, 1321]
article-text: Ἐν τῷ ὀργανωμένῳ τούτῳ Φαρμακείῳ Κρίνου παρασκευάζονται ὅλα τὰ νεώτερα φαρμακευτικὰ σκευάσματα: [922, 899, 1230, 942]
article-text: Κατέπλευσε χθὲς τὸ ἀπόγευμα εἰς Πειραιᾶ τὸ ἀτμόπλοιον τοῦ Μεσσαζερὶ «Σεναγάλη», ἐπὶ τοῦ ὁποίου ἦλθον σοβαρὰ κρούσματα πανώλους πρὸ τινος χρόνου ἐν τῷ λιμένι τῆς Βηρυττοῦ. Τὸ ἀτμόπλοιον τοῦτο ὁ ὑγειονόμος κ. Πομόνης ἔθεσεν ὑπὸ κάθαρσιν, εἰς ἣν θὰ ὑποβληθῇ εἰς τὸ Ὑγειονομεῖον, τὸ ὁποῖον εἶχε κλεισθῆ κατὰ τὴν ἐμφάνισιν τῆς νόσου. [22, 715, 300, 827]
headline: ΠΩΛΟΥΝΤΑΙ [1015, 1560, 1138, 1583]
list-item: 4) » » » Mercure [932, 986, 1230, 1001]
article-text: Παρακαλεῖται τὸ κοινὸν νὰ μὴ συγχέῃ τὸν χαρτοπόλεμον τοῦ μὲ τὸ τοῦ κατ' ἀπομίμησιν εἰσαγόμενον τοιοῦτον τῶν ἄλλων χαρτοπωλείων, ἀλλ' ἕκαστος νὰ ζητῇ τὰς σερπαντίνας (κορδέλλας) ἐν τῷ χρώματι ἐπὶ τοῦ ὁποίου ὑπάρχει ἡ ἐπιγραφή μας. [622, 966, 901, 1050]
article-text: Ἐν τῷ Φαρμακείῳ Κρίνου εὑρίσκονται ἐπίσης καὶ ὅλα τὰ νεώτερα φάρμακα: Hematogen τοῦ Wilfning, Sicco, Haematogenum siccum, Ferrichtol, Fersan, Sapolan, Epicarine, Filmogen, Tannigen, Eucasin, Carnigen, Tropon, ὀρροὶ, Ichthyol, Tannoform, Somatose, Antipyrine, Sidonal, Fluorrh sumin, Urosin, Antipyrine, Sirolin, Antituosin, Agathin, Hedonal, Glycosolvol, Orexine, Oxycamphor, Eucasol καὶ ὅλα τὰ ὁρᾶ καὶ ἀντιτοξινικοὶ ὀροί. [922, 1032, 1230, 1159]
article-text: Συνεννοήσεις διεξάγονται μεταξὺ τῆς Ἑταιρίας καὶ τῆς Ἀστυνομίας διὰ τὴν τάξιν. [322, 1441, 600, 1470]
article-text: Ὁ Μιλάνος, πρωτοῦ ἀποθάνῃ, εἶχε ζητήσει νὰ ἴδῃ τὸν υἱόν του, ἐν τούτοις ἀπάντησις ἐκ Βελιγραδίου δὲν ἐλήφθη. [1252, 952, 1551, 995]
subheadline: Εἰς τὸν Πειραιᾶ [100, 579, 221, 595]
list-item: 6) Granules [932, 1014, 1000, 1029]
article-text: Τὴν προσφιλεστάτην ἡμῶν θυγατέρα, ἐγονεῖς καὶ ἀνεψιὸν [922, 714, 1230, 743]
article-text: Τὸ πρῶτον τοῦτο μέρος θὰ παραληφθῇ ἐκ τῶν ἀποθηκῶν τοῦ Νησίου. [22, 655, 300, 683]
subheadline: Ἡ ἐπιτυχία τοῦ συστήματος [356, 178, 566, 194]
article-text: Ἡ Ἑλληνικὴ Ἠλεκτρικὴ Ἑταιρία συστήματος Θόμψων—Χούστων, κατόπιν τῆς ἀλλεπαλλήλου ἀφέσεως τοῦ ἠλεκτρικοῦ φωτὸς τῆς πόλεως κατὰ τὴν ἑσπέραν καὶ ὄχι ὀλιγώτερον κατὰ τὴν αὐτὴν ἀκριβῶς ὥραν, ἤτοι περίπου τὴν 5 καὶ 30' μ. μ., προέβη εἰς ἐξέτασιν τοῦ ὑπογείου αὐτῆς δικτύου, ἀφοῦ ἡ κατασκευή του κεντρικοῦ αὐτῆς σταθμοῦ ἦτο ὑγιὴς καὶ ἀναλλοίωτος. Ἀνεκάλυψεν ὅτι κατὰ τὴν διασταύρωσιν τῶν ὁδῶν Ἀγχέσμου καὶ Σταδίου, ἐγγὺς τῆς Πλατείας τοῦ Συντάγματος, καὶ κατὰ τὴν διασταύρωσιν τῆς αὐτῆς ὁδοῦ Ἀγχέσμου καὶ Πανεπιστημίου κακόβουλος χεὶρ τρύπα εἰς τὸ καλώδιον τῆς Ἑταιρίας, κατὰ τρόπον ὥστε ἐγείρει βλάβην εἰς τὸ ἠλεκτρικὸν ῥεῦμα. Ἡ Ἑταιρία ὑπόσχεται ἀμοιβὴν 1000 δραχμῶν εἰς ὅποιον ἀνακαλύψῃ τὸν δράστην. [622, 380, 901, 618]
headline: Ο ΒΑΣΙΛΕΥΣ ΑΛΕΞΑΝΔΡΟΣ [1289, 732, 1515, 752]
article-text: Ἂν καὶ ἐληφθησαν ἤδη πάντα τὰ κατάλληλα μέτρα διὰ τὴν τοποθέτησιν φυλάκων εἰς διάφορα σημεῖα τῆς πόλεως, ἡ Ἑταιρία θέλουσα ἵνα τὸ ζήτημα τοῦτο λήξῃ ὁριστικῶς, προσφέρει χιλίας δραχμὰς εἰς ὅποιον ὑποδείξει τὸν ἢ τοὺς δράστας. [622, 620, 901, 705]
headline: ΦΑΡΜΑΚΕΙΟΝ ΚΡΙΝΟΥ [980, 876, 1172, 896]
article-text: Ζητεῖται ἡ ἐπὶ χρόνους ἀναγνωσθεῖσα τῆς Ἰνδίας καμαρίερα ἐγγράμματος. Ὁδὸς Πανεπιστημίου 13. [922, 1631, 1230, 1660]
headline: Η ΚΗΔΕΙΑ ΤΟΥ ΜΙΛΑΝΟΥ [1313, 791, 1490, 807]
article-text: Ἀπὸ τῆς χθὲς ὅμως ἀκόμη ὁ Μιλάνος αἰσθανόμενος τὰς ὀλίγας στιγμὰς αὐτοῦ, ἔγραψεν ἐπιστολὴν ἀποκαλυπτικὴν τοῦ βίου τοῦ υἱοῦ του, τὸν Βασιλέα Ἀλέξανδρον, ὁ ὁποῖος εἶχεν ἀποστείλει ἐνταῦθα πρὸ ὀλίγου ἐκ τῶν ὑπασπιστῶν του, ὅπως ἐρωτήσῃ περὶ τῆς ὑγείας τοῦ πατρὸς αὐτοῦ. [1252, 469, 1551, 567]
list-item: 5) Sirop » » Soude [932, 1000, 1230, 1015]
article-text: Τὸ ἔγγιστον τέλος ὁ Μιλάνος εἶχε προαισθανθῆ ἀπὸ τῆς πρωΐας, εἶπε δὲ εἰς τοὺς περιστοιχοῦντας αὐτόν: – Σήμερον ἀποθνήσκω. [1252, 425, 1551, 468]
article-text: – Πρόσκεινται ἐγκαταλελειμμένα τὰ ἁρματα τῆς Ἑταιρίας εἰς τὴν ὁδὸν Σταδίου. [322, 1338, 600, 1366]
headline: ΦΑΡΜΑΚΟΝ ΔΙΑ ΤΑΣ ΚΥΡΙΑΣ [338, 572, 585, 592]
article-text: Χθὲς καὶ προχθὲς ἀνεχώρησαν εἰς τὰς Ἐπαρχίας τῶν ὅπερ τοῦ πράγματα Βουλευταί. [1252, 1268, 1551, 1310]
signature: (Ἐκ τοῦ γραφείου τῆς Ἑλλ. Ἠλ. Ἑταιρίας) [656, 707, 901, 722]
article-text: Τὸ καλλίστων ἐπίσημος χορὸς τῆς Ἀποκριᾶς θὰ δοθῇ τὴν Κυριακὴν εἰς τὸ Θέατρον. Ἡ ἐπιτροπὴ ἐξέδωκε ἤδη τὰ εἰσιτήρια εἰς τὰ γραφεῖα τοῦ Θεάτρου. [322, 1162, 600, 1219]
headline: 1000 ΔΡΑΧΜΑΙ ΑΜΟΙΒΗ [640, 353, 883, 376]
